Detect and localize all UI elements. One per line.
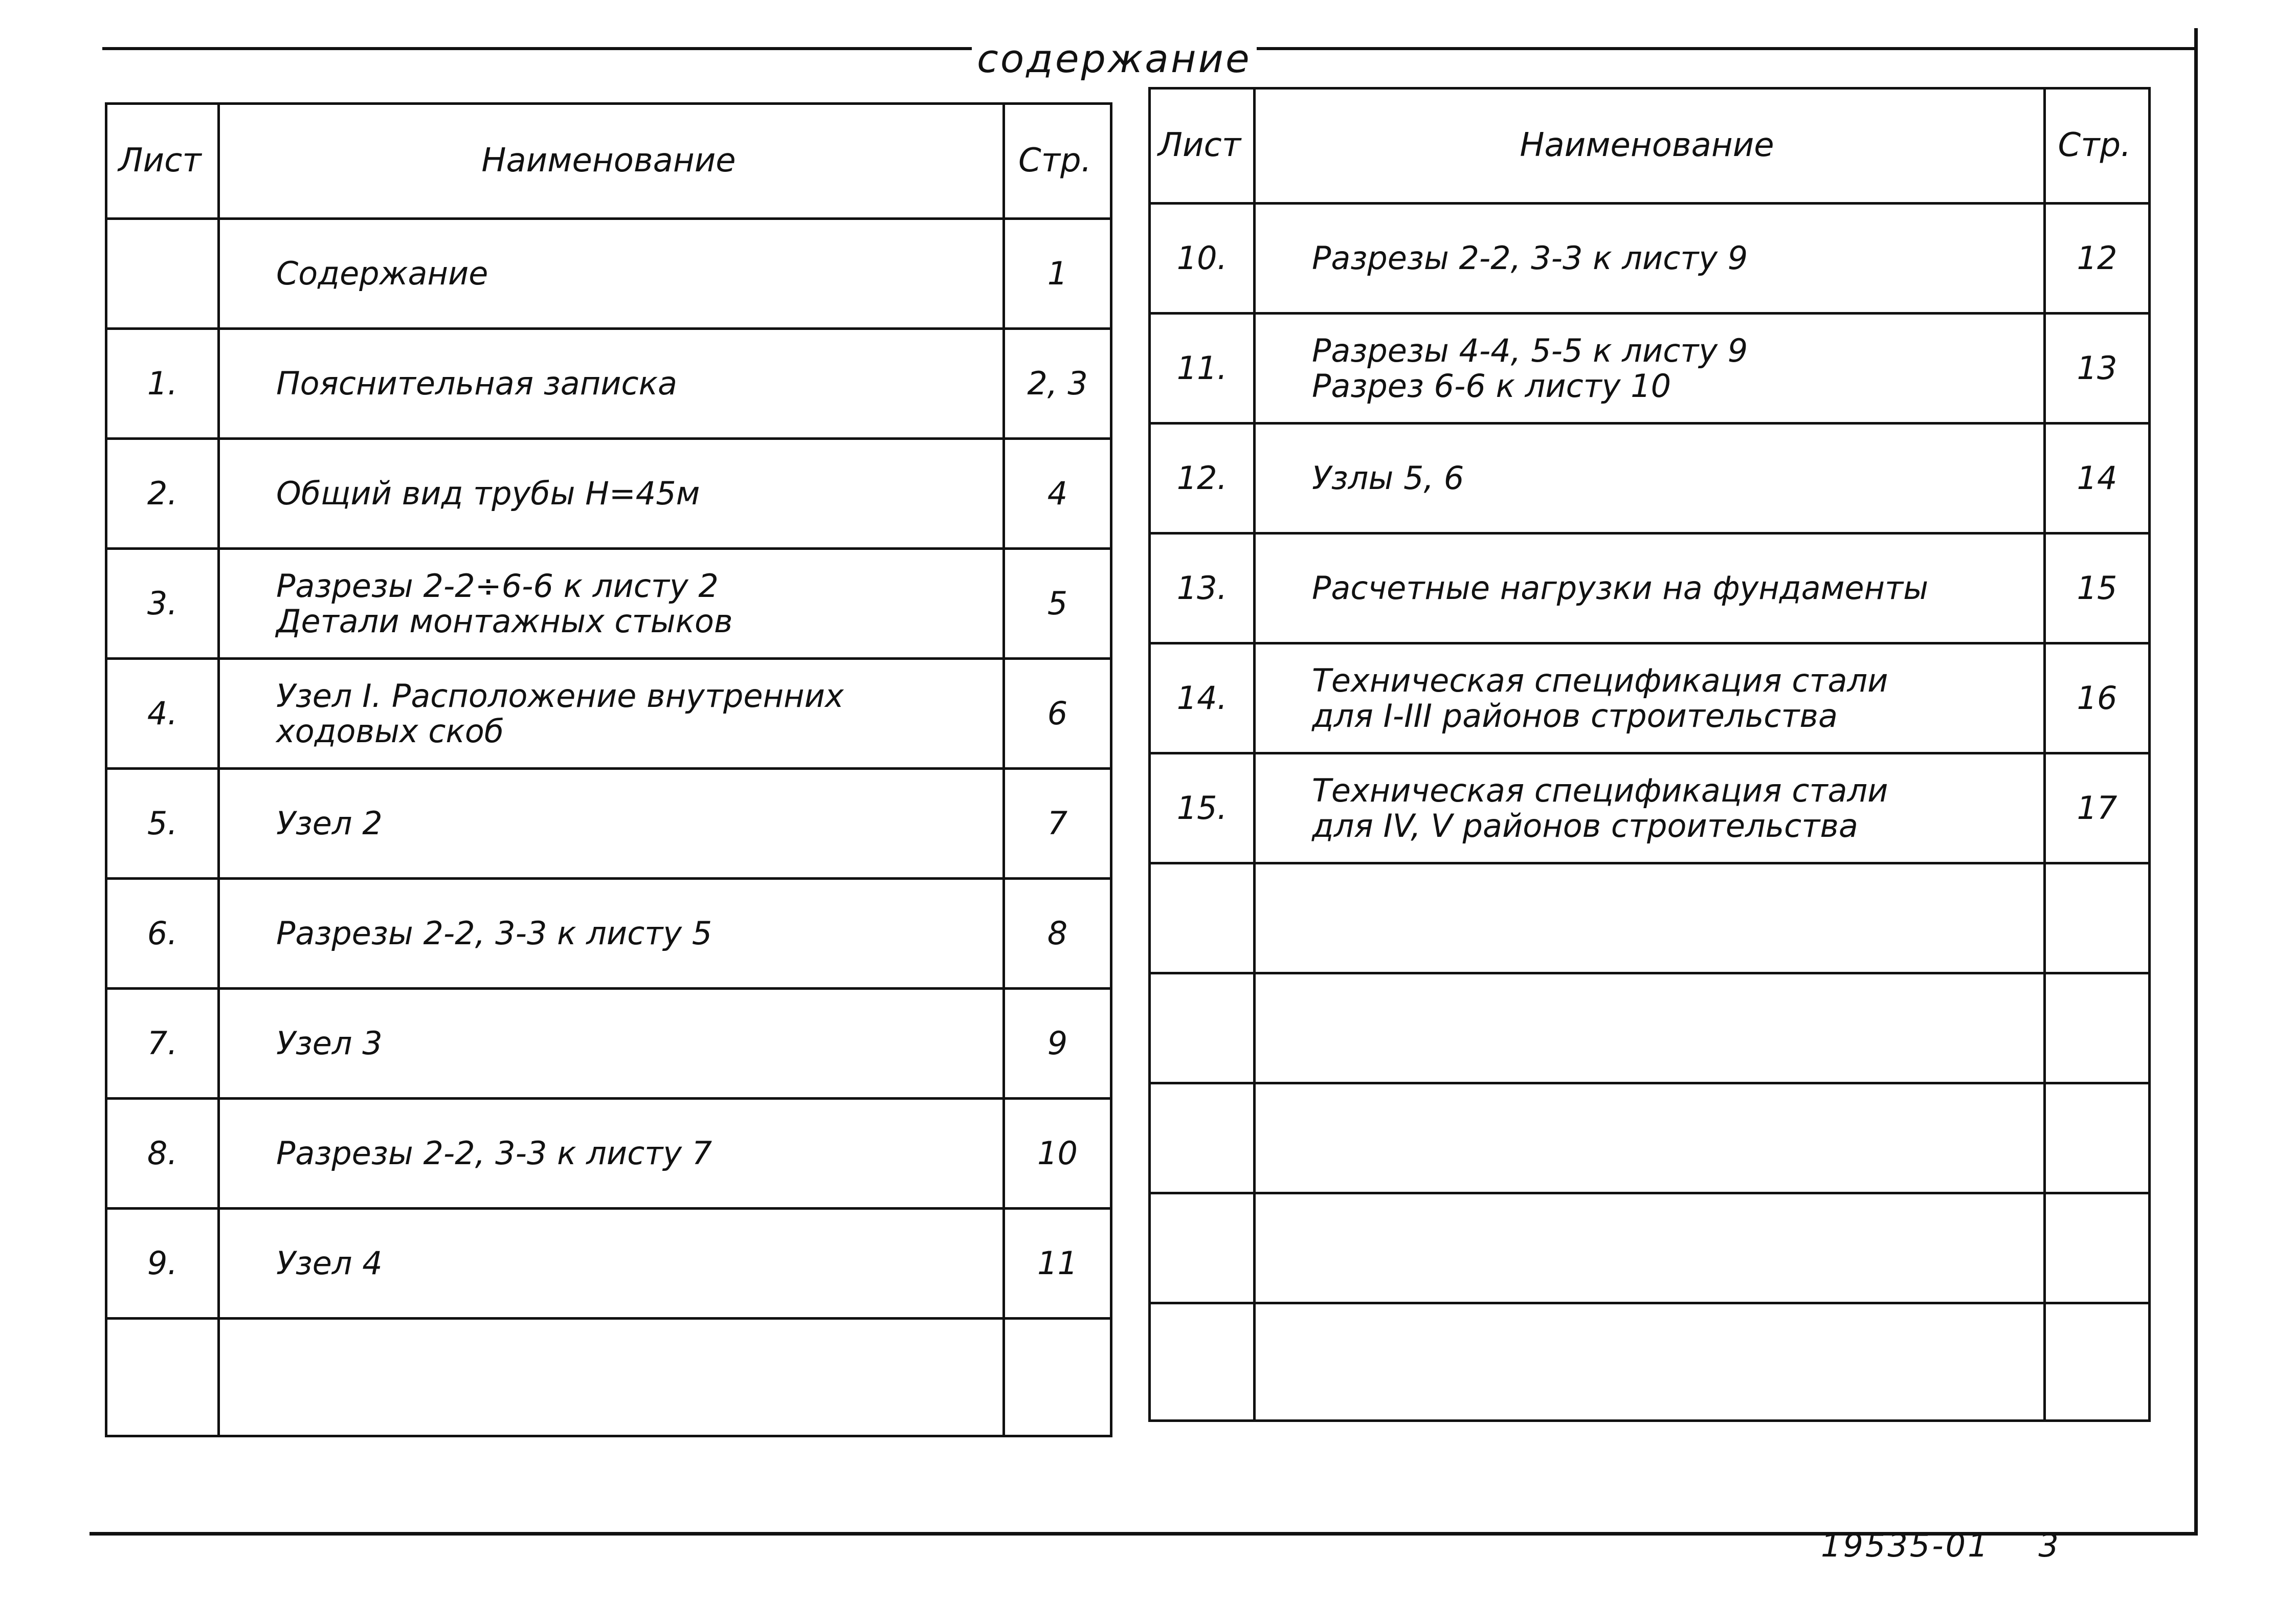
name-cell xyxy=(1255,533,2045,643)
sheet-number-cell: 10. xyxy=(1150,204,1255,314)
name-cell xyxy=(1255,1193,2045,1303)
page-number-cell xyxy=(2045,1303,2150,1421)
sheet-number-cell xyxy=(106,219,219,329)
table-row xyxy=(1150,1303,2150,1421)
sheet-number-cell: 11. xyxy=(1150,314,1255,424)
sheet-number-cell: 13. xyxy=(1150,533,1255,643)
table-row xyxy=(106,879,1111,989)
sheet-number-cell xyxy=(106,1319,219,1436)
page-number-cell xyxy=(2045,973,2150,1083)
header-name: Наименование xyxy=(219,104,1004,219)
sheet-number-cell: 5. xyxy=(106,769,219,879)
document-code: 19535-01 xyxy=(1821,1527,1990,1564)
name-line: Узел 2 xyxy=(276,805,383,842)
table-header-row xyxy=(106,104,1111,219)
name-line: Разрезы 2-2, 3-3 к листу 5 xyxy=(276,915,712,952)
sheet-number-cell: 7. xyxy=(106,989,219,1099)
table-row xyxy=(106,769,1111,879)
table-row xyxy=(106,329,1111,439)
page-number-cell: 2, 3 xyxy=(1004,329,1111,439)
header-page: Стр. xyxy=(2045,88,2150,204)
table-row xyxy=(1150,533,2150,643)
name-line: Разрезы 4-4, 5-5 к листу 9 xyxy=(1312,331,1748,369)
sheet-number-cell xyxy=(1150,973,1255,1083)
sheet-number: 3 xyxy=(2038,1527,2061,1564)
contents-table-right xyxy=(1148,87,2151,1422)
name-line: Содержание xyxy=(276,255,488,293)
name-line: Расчетные нагрузки на фундаменты xyxy=(1312,569,1929,607)
sheet-number-cell xyxy=(1150,1303,1255,1421)
page-number-cell: 13 xyxy=(2045,314,2150,424)
name-cell xyxy=(219,439,1004,549)
table-row xyxy=(106,219,1111,329)
table-row xyxy=(1150,314,2150,424)
table-row xyxy=(1150,1083,2150,1193)
page-number-cell: 4 xyxy=(1004,439,1111,549)
sheet-number-cell: 12. xyxy=(1150,424,1255,533)
name-cell xyxy=(219,329,1004,439)
name-cell xyxy=(1255,1303,2045,1421)
name-line: Разрезы 2-2÷6-6 к листу 2 xyxy=(276,567,719,605)
sheet-number-cell xyxy=(1150,1083,1255,1193)
name-cell xyxy=(1255,204,2045,314)
sheet-number-cell xyxy=(1150,863,1255,973)
page-number-cell xyxy=(1004,1319,1111,1436)
name-cell xyxy=(219,1209,1004,1319)
sheet-number-cell: 2. xyxy=(106,439,219,549)
page-number-cell: 15 xyxy=(2045,533,2150,643)
sheet-number-cell: 3. xyxy=(106,549,219,659)
name-cell xyxy=(219,659,1004,769)
page-number-cell: 6 xyxy=(1004,659,1111,769)
name-line: Узел 4 xyxy=(276,1244,383,1282)
table-header-row xyxy=(1150,88,2150,204)
sheet-number-cell: 4. xyxy=(106,659,219,769)
header-sheet: Лист xyxy=(1150,88,1255,204)
page-number-cell: 5 xyxy=(1004,549,1111,659)
name-line: Пояснительная записка xyxy=(276,365,678,403)
sheet-number-cell: 9. xyxy=(106,1209,219,1319)
table-row xyxy=(106,989,1111,1099)
drawing-frame-right-line xyxy=(2194,28,2198,1535)
name-cell xyxy=(1255,424,2045,533)
name-cell xyxy=(1255,863,2045,973)
name-line: Разрезы 2-2, 3-3 к листу 9 xyxy=(1312,239,1748,277)
table-row xyxy=(106,659,1111,769)
name-line: Узел I. Расположение внутренних xyxy=(276,677,844,715)
table-row xyxy=(1150,1193,2150,1303)
page-number-cell: 17 xyxy=(2045,753,2150,863)
page-number-cell: 14 xyxy=(2045,424,2150,533)
page-number-cell: 11 xyxy=(1004,1209,1111,1319)
table-row xyxy=(1150,424,2150,533)
table-row xyxy=(1150,973,2150,1083)
name-cell xyxy=(219,549,1004,659)
name-cell xyxy=(1255,973,2045,1083)
name-cell xyxy=(219,879,1004,989)
page-number-cell: 9 xyxy=(1004,989,1111,1099)
document-code-footer xyxy=(1821,1527,2061,1564)
header-name: Наименование xyxy=(1255,88,2045,204)
name-line: Разрезы 2-2, 3-3 к листу 7 xyxy=(276,1135,712,1172)
sheet-number-cell: 8. xyxy=(106,1099,219,1209)
name-line: Общий вид трубы Н=45м xyxy=(276,475,700,513)
name-line: Узел 3 xyxy=(276,1025,383,1062)
name-cell xyxy=(1255,753,2045,863)
page-number-cell: 1 xyxy=(1004,219,1111,329)
page-number-cell xyxy=(2045,1083,2150,1193)
name-cell xyxy=(219,989,1004,1099)
name-line: ходовых скоб xyxy=(276,713,504,750)
name-line: Детали монтажных стыков xyxy=(276,603,733,640)
name-line: для I-III районов строительства xyxy=(1312,697,1838,735)
table-row xyxy=(1150,863,2150,973)
table-row xyxy=(106,549,1111,659)
sheet-number-cell: 14. xyxy=(1150,643,1255,753)
table-row xyxy=(106,1099,1111,1209)
name-cell xyxy=(1255,1083,2045,1193)
sheet-number-cell: 6. xyxy=(106,879,219,989)
name-cell xyxy=(1255,643,2045,753)
name-cell xyxy=(219,769,1004,879)
table-row xyxy=(1150,753,2150,863)
table-row xyxy=(1150,643,2150,753)
name-line: Техническая спецификация стали xyxy=(1312,661,1888,699)
name-cell xyxy=(219,219,1004,329)
sheet-number-cell: 1. xyxy=(106,329,219,439)
contents-table-left xyxy=(105,102,1112,1437)
table-row xyxy=(106,1209,1111,1319)
page-title: содержание xyxy=(972,36,1257,81)
table-row xyxy=(106,439,1111,549)
sheet-number-cell xyxy=(1150,1193,1255,1303)
page-number-cell: 10 xyxy=(1004,1099,1111,1209)
name-cell xyxy=(219,1319,1004,1436)
page-number-cell: 16 xyxy=(2045,643,2150,753)
header-page: Стр. xyxy=(1004,104,1111,219)
page-number-cell xyxy=(2045,863,2150,973)
name-line: Техническая спецификация стали xyxy=(1312,771,1888,809)
name-line: Разрез 6-6 к листу 10 xyxy=(1312,367,1671,405)
page-number-cell xyxy=(2045,1193,2150,1303)
name-cell xyxy=(219,1099,1004,1209)
table-row xyxy=(1150,204,2150,314)
name-cell xyxy=(1255,314,2045,424)
sheet-number-cell: 15. xyxy=(1150,753,1255,863)
page-number-cell: 7 xyxy=(1004,769,1111,879)
name-line: Узлы 5, 6 xyxy=(1312,459,1464,497)
header-sheet: Лист xyxy=(106,104,219,219)
table-row xyxy=(106,1319,1111,1436)
page-number-cell: 8 xyxy=(1004,879,1111,989)
name-line: для IV, V районов строительства xyxy=(1312,807,1858,844)
page-number-cell: 12 xyxy=(2045,204,2150,314)
